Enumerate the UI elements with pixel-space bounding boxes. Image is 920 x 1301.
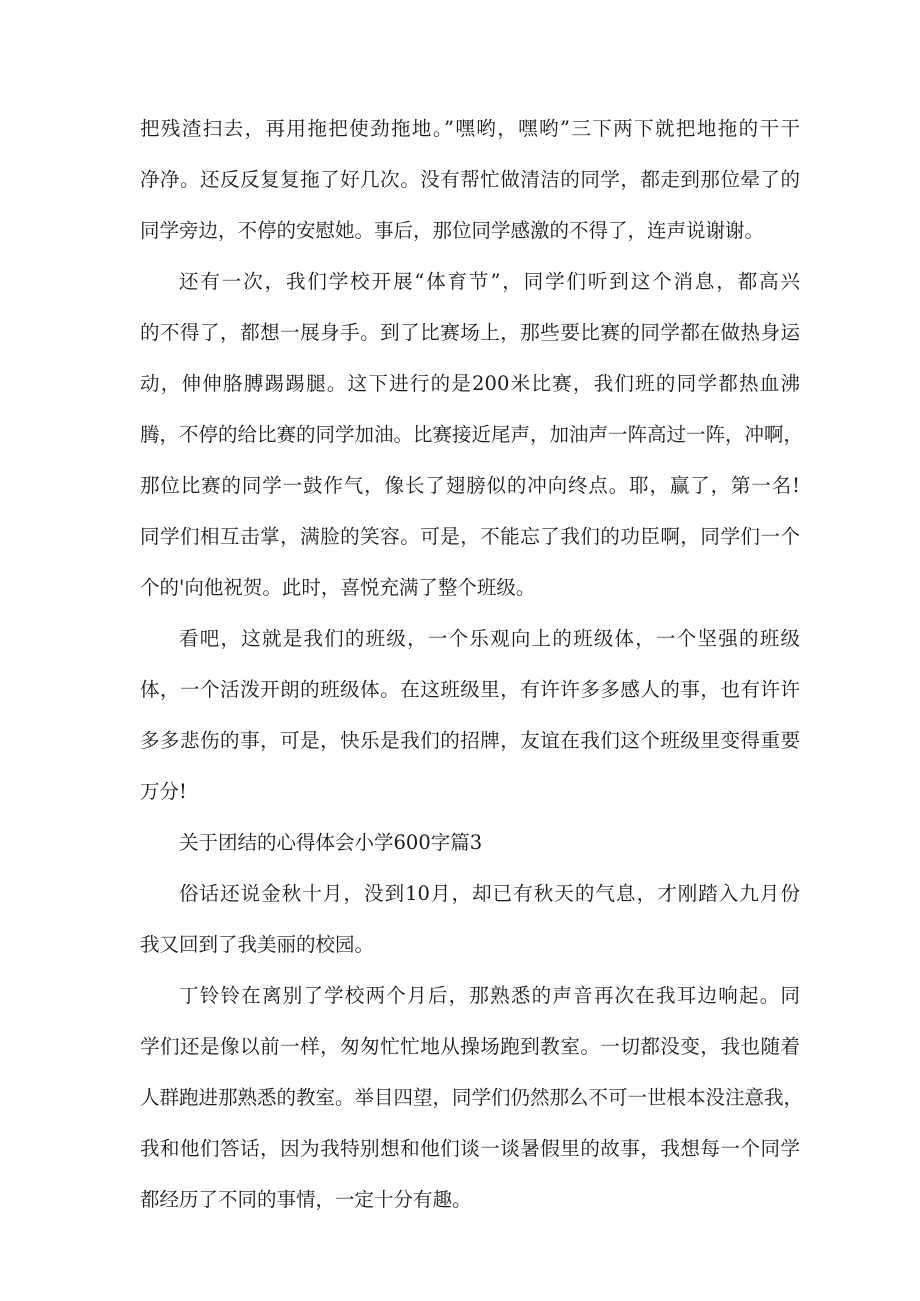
text-line: 净净。还反反复复拖了好几次。没有帮忙做清洁的同学，都走到那位晕了的 <box>140 168 800 191</box>
text-line: 万分! <box>140 780 187 803</box>
paragraph-first-line: 还有一次，我们学校开展“体育节”，同学们听到这个消息，都高兴 <box>179 270 800 293</box>
text-line: 人群跑进那熟悉的教室。举目四望，同学们仍然那么不可一世根本没注意我， <box>140 1086 804 1109</box>
text-line: 体，一个活泼开朗的班级体。在这班级里，有许许多多感人的事，也有许许 <box>140 678 800 701</box>
text-line: 同学们相互击掌，满脸的笑容。可是，不能忘了我们的功臣啊，同学们一个 <box>140 525 800 548</box>
paragraph-first-line: 俗话还说金秋十月，没到10月，却已有秋天的气息，才刚踏入九月份 <box>179 882 800 905</box>
section-heading: 关于团结的心得体会小学600字篇3 <box>179 831 483 854</box>
text-line: 我又回到了我美丽的校园。 <box>140 933 375 956</box>
text-line: 那位比赛的同学一鼓作气，像长了翅膀似的冲向终点。耶，赢了，第一名! <box>140 474 800 497</box>
text-line: 个的'向他祝贺。此时，喜悦充满了整个班级。 <box>140 576 536 599</box>
text-line: 腾，不停的给比赛的同学加油。比赛接近尾声，加油声一阵高过一阵，冲啊， <box>140 423 804 446</box>
text-line: 动，伸伸胳膊踢踢腿。这下进行的是200米比赛，我们班的同学都热血沸 <box>140 372 800 395</box>
text-line: 同学旁边，不停的安慰她。事后，那位同学感激的不得了，连声说谢谢。 <box>140 219 765 242</box>
text-line: 都经历了不同的事情，一定十分有趣。 <box>140 1188 472 1211</box>
paragraph-first-line: 看吧，这就是我们的班级，一个乐观向上的班级体，一个坚强的班级 <box>179 627 800 650</box>
text-line: 的不得了，都想一展身手。到了比赛场上，那些要比赛的同学都在做热身运 <box>140 321 800 344</box>
text-line: 我和他们答话，因为我特别想和他们谈一谈暑假里的故事，我想每一个同学 <box>140 1137 800 1160</box>
text-line: 多多悲伤的事，可是，快乐是我们的招牌，友谊在我们这个班级里变得重要 <box>140 729 800 752</box>
text-line: 学们还是像以前一样，匆匆忙忙地从操场跑到教室。一切都没变，我也随着 <box>140 1035 800 1058</box>
paragraph-first-line: 丁铃铃在离别了学校两个月后，那熟悉的声音再次在我耳边响起。同 <box>179 984 800 1007</box>
text-line: 把残渣扫去，再用拖把使劲拖地。”嘿哟，嘿哟”三下两下就把地拖的干干 <box>140 117 800 140</box>
